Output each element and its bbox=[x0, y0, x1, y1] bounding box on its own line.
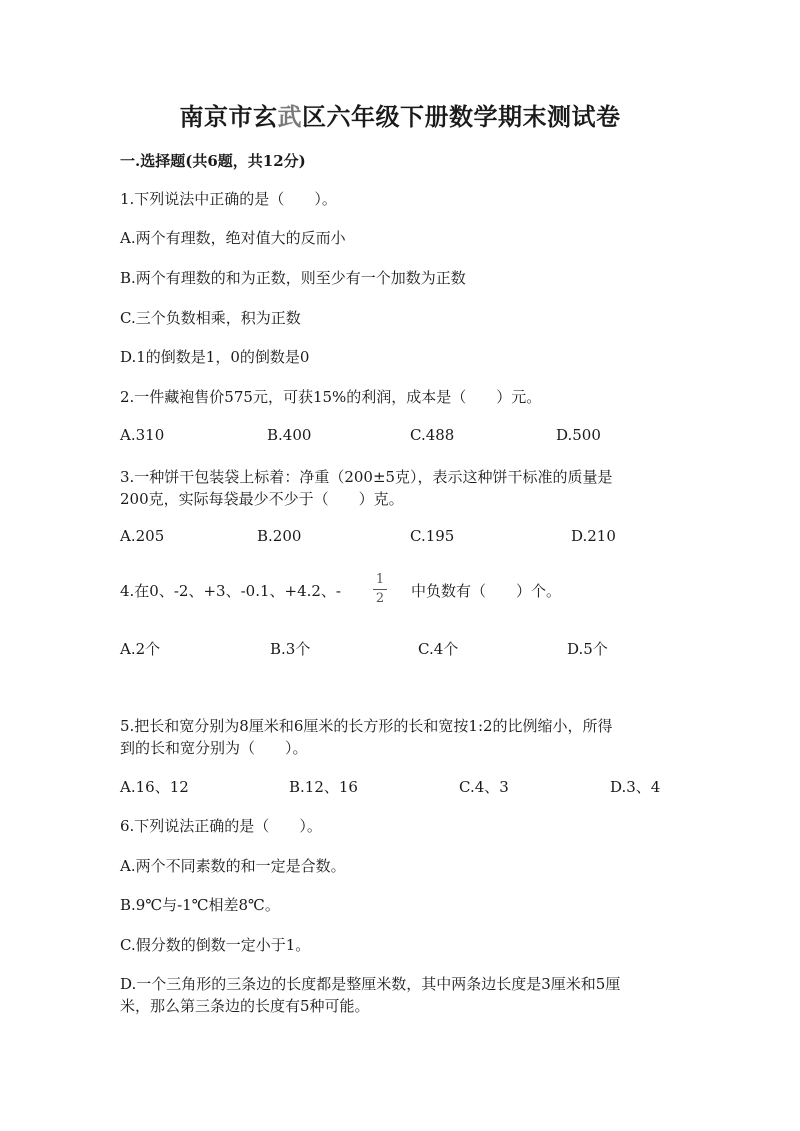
q6-option-d-line2: 米，那么第三条边的长度有5种可能。 bbox=[120, 997, 370, 1015]
q4-option-b: B.3个 bbox=[270, 640, 311, 658]
q6-option-c: C.假分数的倒数一定小于1。 bbox=[120, 936, 311, 954]
q1-stem: 1.下列说法中正确的是（ ）。 bbox=[120, 190, 337, 208]
q1-option-b: B.两个有理数的和为正数，则至少有一个加数为正数 bbox=[120, 269, 466, 287]
q5-option-b: B.12、16 bbox=[289, 778, 358, 796]
q5-stem-line2: 到的长和宽分别为（ ）。 bbox=[120, 739, 308, 757]
q1-option-a: A.两个有理数，绝对值大的反而小 bbox=[120, 229, 346, 247]
q1-option-d: D.1的倒数是1，0的倒数是0 bbox=[120, 348, 310, 366]
q4-stem-suffix: 中负数有（ ）个。 bbox=[411, 582, 562, 600]
title-part3: 区六年级下册数学期末测试卷 bbox=[302, 102, 621, 131]
q3-option-b: B.200 bbox=[257, 527, 302, 545]
q4-option-a: A.2个 bbox=[120, 640, 161, 658]
q5-option-d: D.3、4 bbox=[610, 778, 661, 796]
q3-option-d: D.210 bbox=[571, 527, 616, 545]
q2-option-d: D.500 bbox=[556, 426, 601, 444]
q2-option-a: A.310 bbox=[120, 426, 165, 444]
q3-stem-line2: 200克，实际每袋最少不少于（ ）克。 bbox=[120, 490, 404, 508]
q2-option-b: B.400 bbox=[267, 426, 312, 444]
q5-stem-line1: 5.把长和宽分别为8厘米和6厘米的长方形的长和宽按1:2的比例缩小，所得 bbox=[120, 717, 613, 735]
q6-option-d-line1: D.一个三角形的三条边的长度都是整厘米数，其中两条边长度是3厘米和5厘 bbox=[120, 975, 621, 993]
q1-option-c: C.三个负数相乘，积为正数 bbox=[120, 309, 301, 327]
q4-option-c: C.4个 bbox=[418, 640, 459, 658]
q3-option-a: A.205 bbox=[120, 527, 165, 545]
q5-option-a: A.16、12 bbox=[120, 778, 189, 796]
title-part1: 南京市玄 bbox=[179, 102, 278, 131]
fraction-bar bbox=[373, 589, 387, 590]
q5-option-c: C.4、3 bbox=[459, 778, 509, 796]
q6-option-a: A.两个不同素数的和一定是合数。 bbox=[120, 857, 346, 875]
q6-option-b: B.9℃与-1℃相差8℃。 bbox=[120, 896, 280, 914]
fraction-one-half bbox=[373, 573, 387, 606]
q2-option-c: C.488 bbox=[410, 426, 455, 444]
title-part2: 武 bbox=[277, 102, 302, 131]
q4-stem-prefix: 4.在0、-2、+3、-0.1、+4.2、- bbox=[120, 582, 341, 600]
section-heading: 一.选择题(共6题，共12分) bbox=[120, 152, 306, 170]
q6-stem: 6.下列说法正确的是（ ）。 bbox=[120, 817, 322, 835]
page-title bbox=[0, 97, 800, 132]
q4-option-d: D.5个 bbox=[567, 640, 608, 658]
q3-option-c: C.195 bbox=[410, 527, 455, 545]
q2-stem: 2.一件藏袍售价575元，可获15%的利润，成本是（ ）元。 bbox=[120, 388, 542, 406]
fraction-denominator: 2 bbox=[375, 591, 385, 606]
fraction-numerator: 1 bbox=[375, 572, 385, 587]
q3-stem-line1: 3.一种饼干包装袋上标着：净重（200±5克），表示这种饼干标准的质量是 bbox=[120, 468, 613, 486]
